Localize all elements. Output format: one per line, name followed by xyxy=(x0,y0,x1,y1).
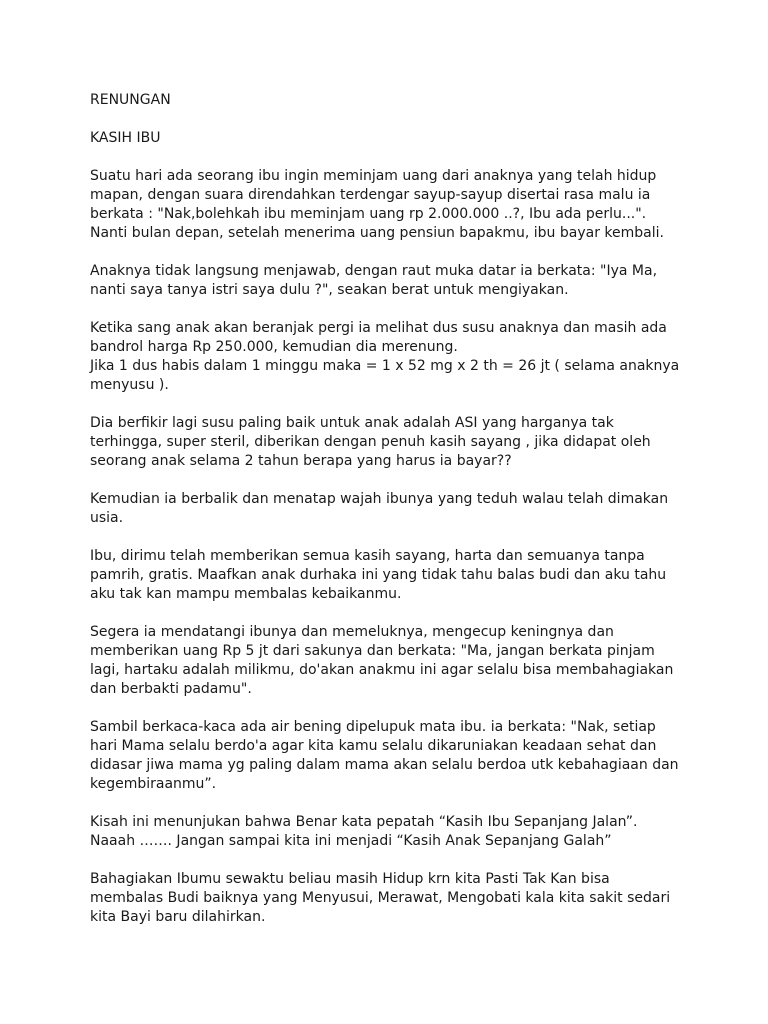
paragraph xyxy=(90,414,680,471)
text-line: Ibu, dirimu telah memberikan semua kasih sayang, harta dan semuanya tanpa xyxy=(90,548,645,564)
paragraph xyxy=(90,547,680,604)
document-body xyxy=(90,91,680,946)
text-line: Anaknya tidak langsung menjawab, dengan raut muka datar ia berkata: "Iya Ma, xyxy=(90,263,658,279)
paragraph xyxy=(90,813,680,851)
text-line: Kisah ini menunjukan bahwa Benar kata pepatah “Kasih Ibu Sepanjang Jalan”. xyxy=(90,814,638,830)
paragraph-list xyxy=(90,167,680,927)
text-line: Sambil berkaca-kaca ada air bening dipelupuk mata ibu. ia berkata: "Nak, setiap xyxy=(90,719,656,735)
text-line: Naaah ……. Jangan sampai kita ini menjadi “Kasih Anak Sepanjang Galah” xyxy=(90,833,612,849)
paragraph xyxy=(90,490,680,528)
paragraph xyxy=(90,167,680,243)
text-line: Jika 1 dus habis dalam 1 minggu maka = 1 x 52 mg x 2 th = 26 jt ( selama anaknya xyxy=(90,358,680,374)
paragraph xyxy=(90,262,680,300)
text-line: usia. xyxy=(90,510,124,526)
text-line: kita Bayi baru dilahirkan. xyxy=(90,909,266,925)
text-line: pamrih, gratis. Maafkan anak durhaka ini yang tidak tahu balas budi dan aku tahu xyxy=(90,567,667,583)
text-line: seorang anak selama 2 tahun berapa yang harus ia bayar?? xyxy=(90,453,512,469)
text-line: aku tak kan mampu membalas kebaikanmu. xyxy=(90,586,402,602)
text-line: Nanti bulan depan, setelah menerima uang pensiun bapakmu, ibu bayar kembali. xyxy=(90,225,664,241)
paragraph xyxy=(90,319,680,395)
text-line: Dia berfikir lagi susu paling baik untuk anak adalah ASI yang harganya tak xyxy=(90,415,614,431)
text-line: berkata : "Nak,bolehkah ibu meminjam uang rp 2.000.000 ..?, Ibu ada perlu...". xyxy=(90,206,647,222)
text-line: kegembiraanmu”. xyxy=(90,776,217,792)
text-line: Suatu hari ada seorang ibu ingin meminjam uang dari anaknya yang telah hidup xyxy=(90,168,657,184)
text-line: Bahagiakan Ibumu sewaktu beliau masih Hidup krn kita Pasti Tak Kan bisa xyxy=(90,871,610,887)
text-line: Kemudian ia berbalik dan menatap wajah ibunya yang teduh walau telah dimakan xyxy=(90,491,669,507)
document-title: RENUNGAN xyxy=(90,92,171,108)
text-line: memberikan uang Rp 5 jt dari sakunya dan berkata: "Ma, jangan berkata pinjam xyxy=(90,643,655,659)
text-line: dan berbakti padamu". xyxy=(90,681,252,697)
paragraph xyxy=(90,718,680,794)
text-line: menyusu ). xyxy=(90,377,169,393)
text-line: nanti saya tanya istri saya dulu ?", seakan berat untuk mengiyakan. xyxy=(90,282,569,298)
text-line: hari Mama selalu berdo'a agar kita kamu selalu dikaruniakan keadaan sehat dan xyxy=(90,738,657,754)
text-line: terhingga, super steril, diberikan dengan penuh kasih sayang , jika didapat oleh xyxy=(90,434,651,450)
text-line: Segera ia mendatangi ibunya dan memeluknya, mengecup keningnya dan xyxy=(90,624,614,640)
text-line: didasar jiwa mama yg paling dalam mama akan selalu berdoa utk kebahagiaan dan xyxy=(90,757,679,773)
text-line: bandrol harga Rp 250.000, kemudian dia merenung. xyxy=(90,339,458,355)
paragraph xyxy=(90,870,680,927)
text-line: lagi, hartaku adalah milikmu, do'akan anakmu ini agar selalu bisa membahagiakan xyxy=(90,662,674,678)
document-subtitle: KASIH IBU xyxy=(90,130,161,146)
text-line: mapan, dengan suara direndahkan terdengar sayup-sayup disertai rasa malu ia xyxy=(90,187,651,203)
text-line: membalas Budi baiknya yang Menyusui, Merawat, Mengobati kala kita sakit sedari xyxy=(90,890,671,906)
text-line: Ketika sang anak akan beranjak pergi ia melihat dus susu anaknya dan masih ada xyxy=(90,320,667,336)
paragraph xyxy=(90,623,680,699)
